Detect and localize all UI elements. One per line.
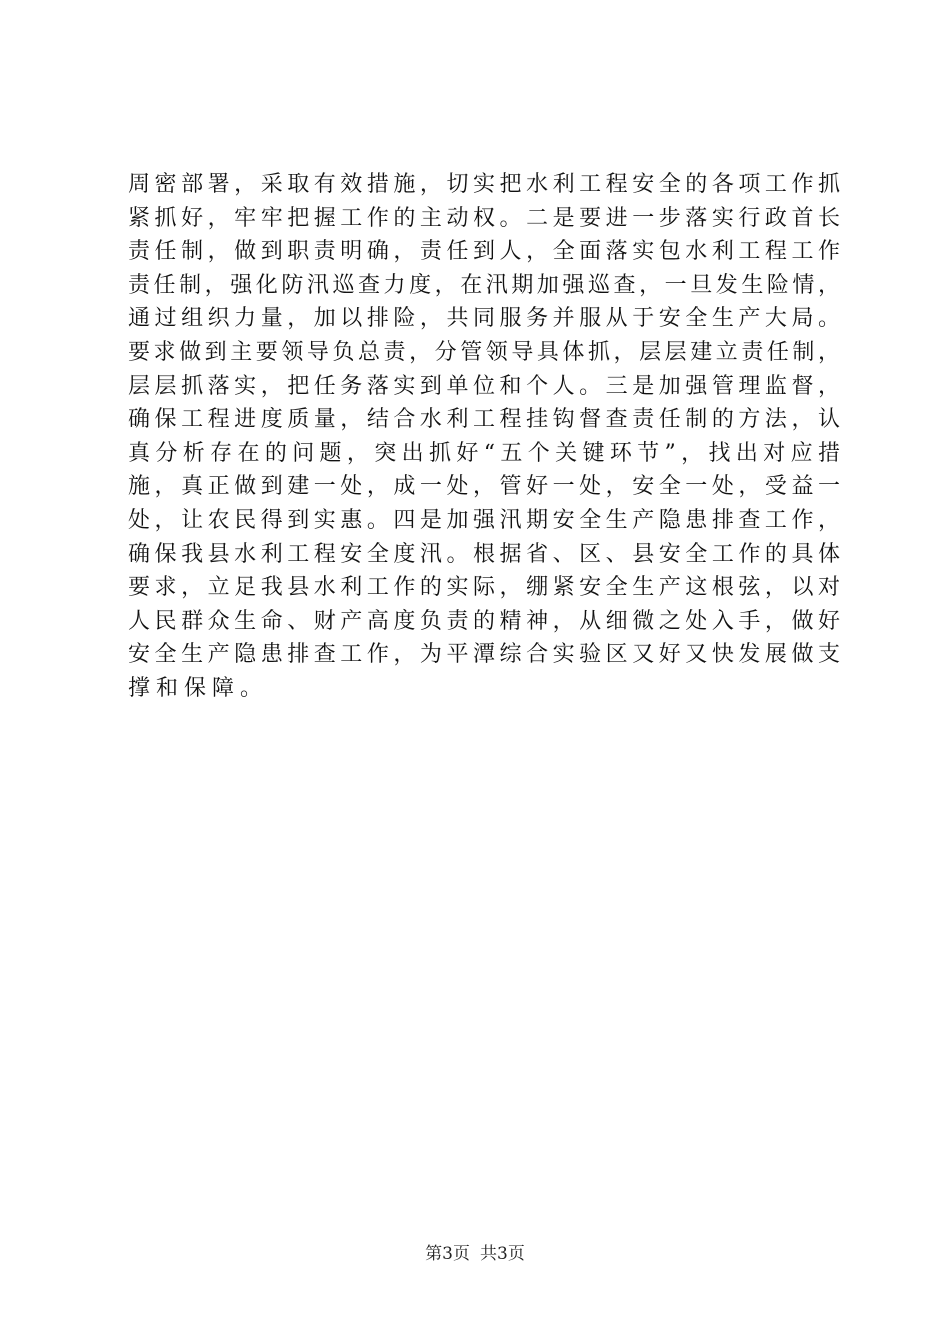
page-number-label: 第3页 [425, 1244, 470, 1264]
paragraph-line: 确保我县水利工程安全度汛。根据省、区、县安全工作的具体 [128, 541, 840, 567]
paragraph-line: 安全生产隐患排查工作，为平潭综合实验区又好又快发展做支 [128, 642, 840, 668]
paragraph-line: 责任制，强化防汛巡查力度，在汛期加强巡查，一旦发生险情， [128, 272, 840, 298]
total-pages-label: 共3页 [480, 1244, 525, 1264]
paragraph-line: 周密部署，采取有效措施，切实把水利工程安全的各项工作抓 [128, 172, 840, 197]
body-paragraph [128, 168, 840, 706]
paragraph-line: 通过组织力量，加以排险，共同服务并服从于安全生产大局。 [128, 306, 840, 332]
paragraph-line: 撑和保障。 [128, 675, 269, 701]
paragraph-line: 施，真正做到建一处，成一处，管好一处，安全一处，受益一 [128, 474, 840, 500]
paragraph-line: 人民群众生命、财产高度负责的精神，从细微之处入手，做好 [128, 608, 840, 634]
paragraph-line: 确保工程进度质量，结合水利工程挂钩督查责任制的方法，认 [128, 407, 840, 433]
paragraph-line: 处，让农民得到实惠。四是加强汛期安全生产隐患排查工作， [128, 507, 840, 533]
page-footer [0, 1243, 950, 1265]
paragraph-line: 紧抓好，牢牢把握工作的主动权。二是要进一步落实行政首长 [128, 205, 840, 231]
paragraph-line: 要求做到主要领导负总责，分管领导具体抓，层层建立责任制， [128, 339, 840, 365]
paragraph-line: 层层抓落实，把任务落实到单位和个人。三是加强管理监督， [128, 373, 840, 399]
paragraph-line: 要求，立足我县水利工作的实际，绷紧安全生产这根弦，以对 [128, 575, 840, 601]
paragraph-line: 责任制，做到职责明确，责任到人，全面落实包水利工程工作 [128, 239, 840, 265]
paragraph-line: 真分析存在的问题，突出抓好“五个关键环节”，找出对应措 [128, 440, 840, 466]
